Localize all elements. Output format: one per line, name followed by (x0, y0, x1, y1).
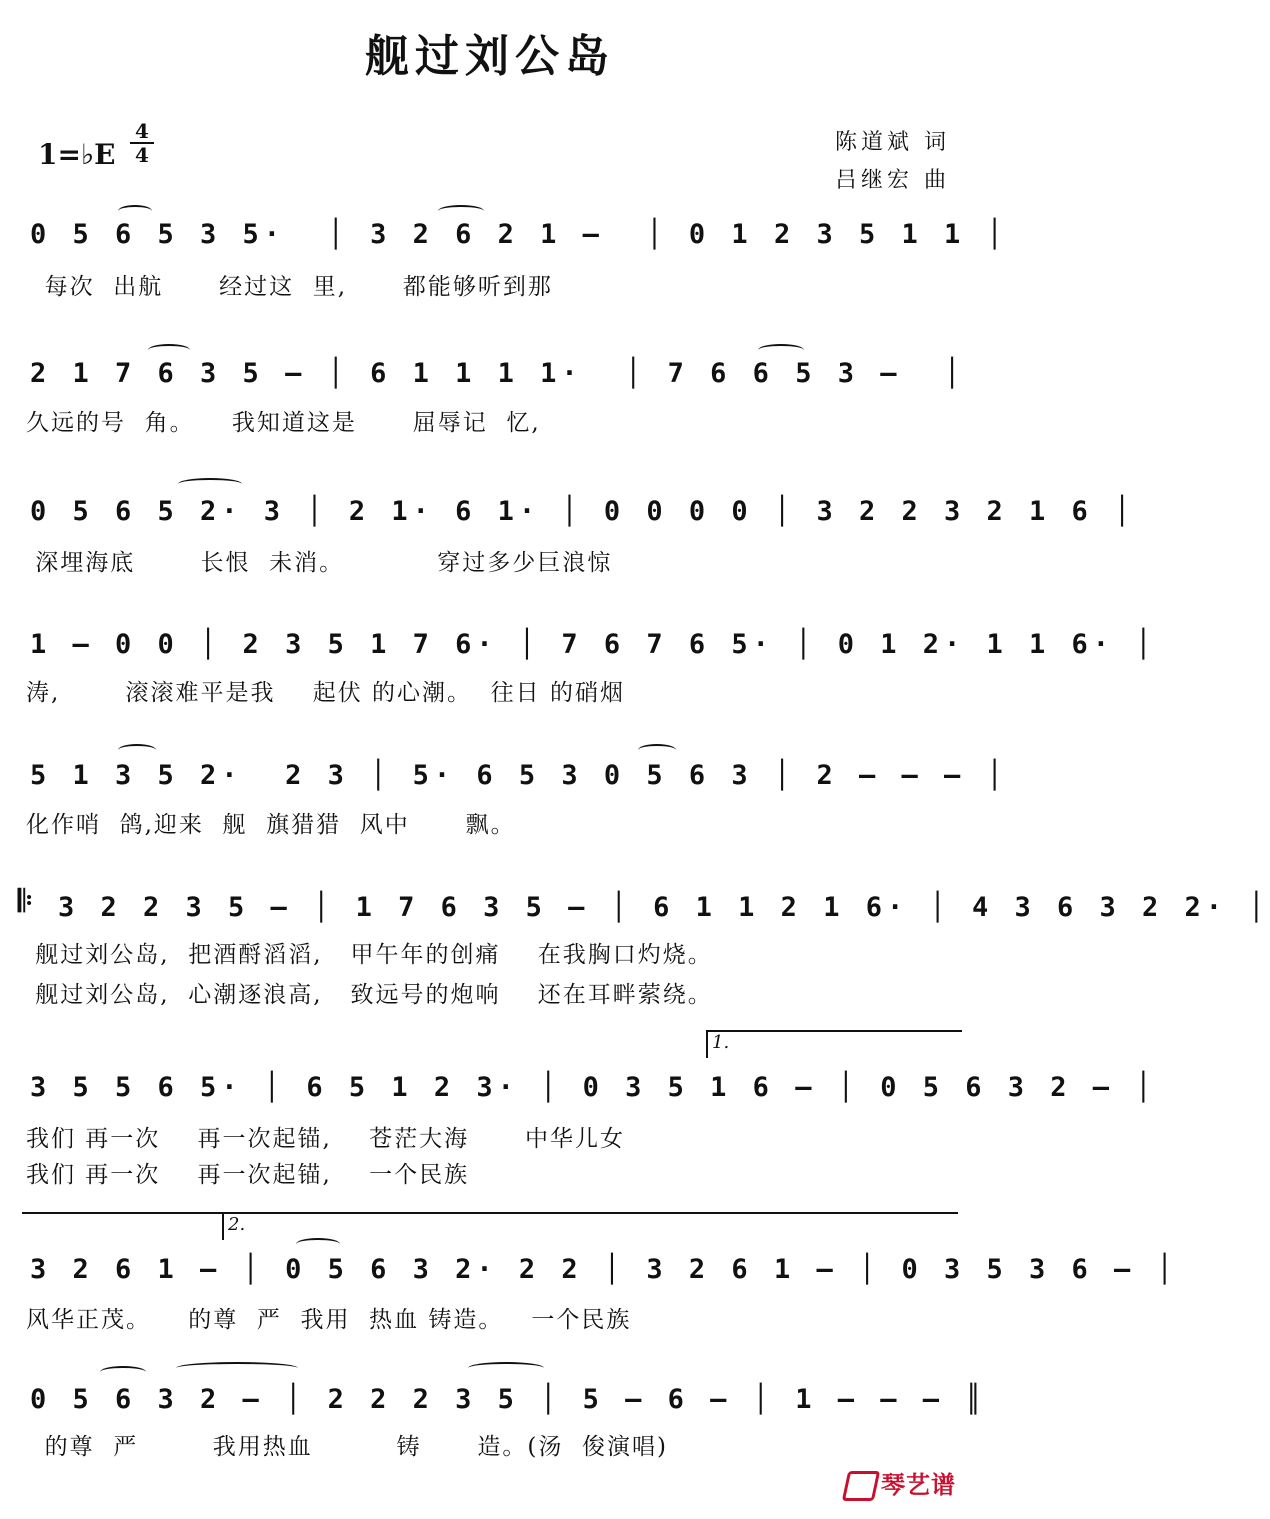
slur (438, 205, 484, 217)
notation-line: 0 5 6 3 2 – │ 2 2 2 3 5 │ 5 – 6 – │ 1 – – – ║ (30, 1384, 987, 1415)
volta-2: 2. (222, 1212, 958, 1240)
notation-line: 3 2 2 3 5 – │ 1 7 6 3 5 – │ 6 1 1 2 1 6· │ 4 3 6 3 2 2· │ (58, 892, 1270, 923)
time-top: 4 (130, 120, 154, 144)
slur (178, 478, 242, 490)
lyric-line: 的尊 严 我用热血 铸 造。(汤 俊演唱) (26, 1434, 668, 1460)
slur (468, 1362, 544, 1374)
lyric-line: 舰过刘公岛, 心潮逐浪高, 致远号的炮响 还在耳畔萦绕。 (26, 982, 713, 1008)
lyricist-credit: 陈道斌 词 (835, 130, 950, 155)
notation-line: 5 1 3 5 2· 2 3 │ 5· 6 5 3 0 5 6 3 │ 2 – – – │ (30, 760, 1008, 791)
time-bottom: 4 (135, 143, 149, 167)
slur (148, 344, 190, 356)
slur (758, 344, 804, 356)
slur (118, 205, 152, 217)
time-signature (130, 120, 154, 166)
composer-credit: 吕继宏 曲 (835, 168, 950, 193)
notation-line: 2 1 7 6 3 5 – │ 6 1 1 1 1· │ 7 6 6 5 3 – │ (30, 358, 966, 389)
system-rule (22, 1212, 958, 1214)
notation-line: 1 – 0 0 │ 2 3 5 1 7 6· │ 7 6 7 6 5· │ 0 1 2· 1 1 6· │ (30, 629, 1157, 660)
notation-line: 3 2 6 1 – │ 0 5 6 3 2· 2 2 │ 3 2 6 1 – │ 0 3 5 3 6 – │ (30, 1254, 1178, 1285)
slur (100, 1366, 146, 1378)
key-text: 1=♭E (38, 138, 116, 171)
lyric-line: 涛, 滚滚难平是我 起伏 的心潮。 往日 的硝烟 (26, 680, 625, 706)
repeat-start: 𝄆 (18, 884, 33, 919)
key-signature (38, 119, 149, 171)
logo-text: 琴艺谱 (881, 1471, 956, 1499)
slur (176, 1362, 298, 1374)
lyric-line: 我们 再一次 再一次起锚, 苍茫大海 中华儿女 (26, 1126, 625, 1152)
lyric-line: 我们 再一次 再一次起锚, 一个民族 (26, 1162, 470, 1188)
lyric-line: 每次 出航 经过这 里, 都能够听到那 (26, 274, 553, 300)
lyric-line: 化作哨 鸽,迎来 舰 旗猎猎 风中 飘。 (26, 812, 516, 838)
notation-line: 3 5 5 6 5· │ 6 5 1 2 3· │ 0 3 5 1 6 – │ 0 5 6 3 2 – │ (30, 1072, 1157, 1103)
lyric-line: 久远的号 角。 我知道这是 屈辱记 忆, (26, 410, 541, 436)
logo-icon (842, 1471, 880, 1501)
song-title: 舰过刘公岛 (365, 31, 615, 82)
lyric-line: 风华正茂。 的尊 严 我用 热血 铸造。 一个民族 (26, 1307, 632, 1333)
notation-line: 0 5 6 5 2· 3 │ 2 1· 6 1· │ 0 0 0 0 │ 3 2 2 3 2 1 6 │ (30, 496, 1136, 527)
slur (638, 744, 676, 756)
slur (118, 744, 156, 756)
lyric-line: 舰过刘公岛, 把酒酹滔滔, 甲午年的创痛 在我胸口灼烧。 (26, 942, 713, 968)
volta-1: 1. (706, 1030, 962, 1058)
slur (296, 1238, 340, 1250)
notation-line: 0 5 6 5 3 5· │ 3 2 6 2 1 – │ 0 1 2 3 5 1 1 │ (30, 219, 1008, 250)
lyric-line: 深埋海底 长恨 未消。 穿过多少巨浪惊 (26, 550, 613, 576)
watermark-logo (845, 1465, 956, 1501)
